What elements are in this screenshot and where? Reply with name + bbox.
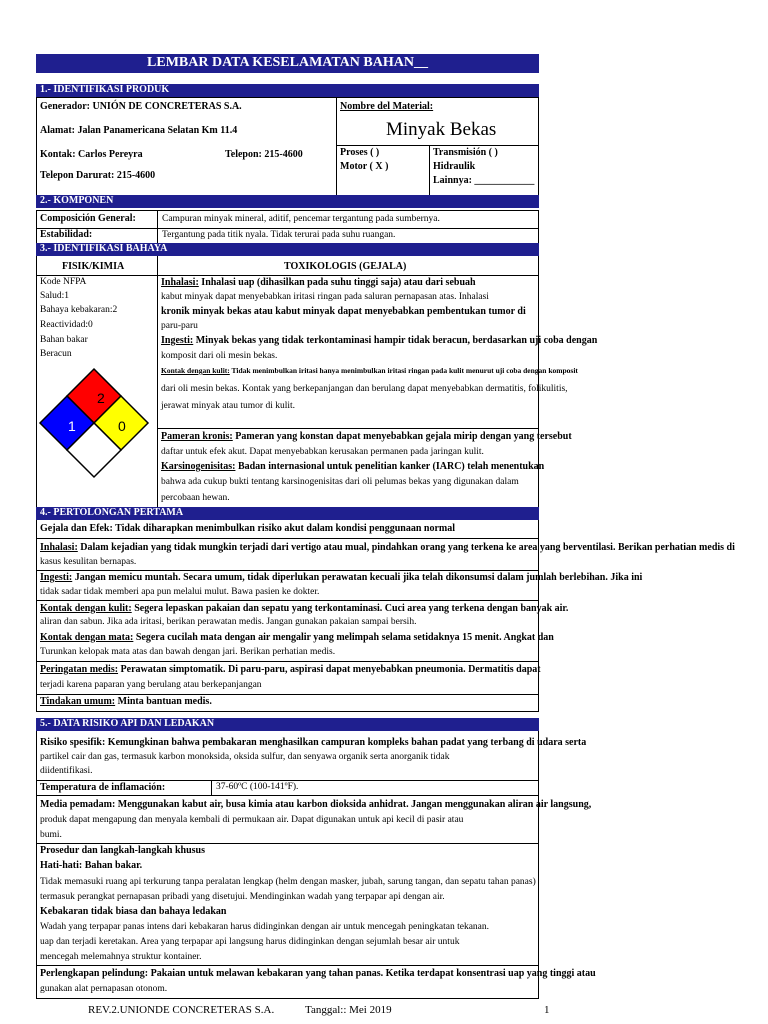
first-aid-ingestion-line-2: tidak sadar tidak memberi apa pun melalui mulut. Bawa pasien ke dokter.: [40, 587, 320, 597]
specific-risk-line-3: diidentifikasi.: [40, 766, 93, 776]
tox-skin-line-3: jerawat minyak atau tumor di kulit.: [161, 401, 296, 411]
page-number: 1: [544, 1004, 550, 1016]
flash-point-label: Temperatura de inflamación:: [40, 782, 166, 793]
section-3-title: 3.- IDENTIFIKASI BAHAYA: [40, 243, 168, 254]
transmision-option: Transmisión ( ): [433, 147, 498, 158]
tox-inhalation-line-4: paru-paru: [161, 321, 198, 331]
nfpa-fire: Bahaya kebakaran:2: [40, 305, 118, 315]
generator-field: Generador: UNIÓN DE CONCRETERAS S.A.: [40, 101, 242, 112]
nfpa-toxic: Beracun: [40, 349, 72, 359]
tox-skin-line-1: Kontak dengan kulit: Tidak menimbulkan iritasi hanya menimbulkan iritasi ringan pada kulit menurut uji coba dengan komposit: [161, 366, 578, 375]
emergency-phone-field: Telepon Darurat: 215-4600: [40, 170, 156, 181]
first-aid-eyes-line-1: Kontak dengan mata: Segera cucilah mata dengan air mengalir yang melimpah selama setidaknya 15 menit. Angkat dan: [40, 632, 554, 643]
protective-equipment-line-2: gunakan alat pernapasan otonom.: [40, 984, 168, 994]
tox-ingestion-line-1: Ingesti: Minyak bekas yang tidak terkontaminasi hampir tidak beracun, berdasarkan uji coba dengan: [161, 335, 598, 346]
extinguishing-media-line-1: Media pemadam: Menggunakan kabut air, busa kimia atau karbon dioksida anhidrat. Jangan menggunakan aliran air langsung,: [40, 799, 592, 810]
specific-risk-line-1: Risiko spesifik: Kemungkinan bahwa pembakaran menghasilkan campuran kompleks bahan padat yang terbang di udara serta: [40, 737, 587, 748]
phone-field: Telepon: 215-4600: [225, 149, 303, 160]
procedures-caution: Hati-hati: Bahan bakar.: [40, 860, 143, 871]
first-aid-inhalation-line-1: Inhalasi: Dalam kejadian yang tidak mungkin terjadi dari vertigo atau mual, pindahkan orang yang terkena ke area yang berventilasi. Berikan perhatian medis di: [40, 542, 735, 553]
stability-label: Estabilidad:: [40, 229, 93, 240]
motor-option: Motor ( X ): [340, 161, 389, 172]
composition-value: Campuran minyak mineral, aditif, pencemar tergantung pada sumbernya.: [162, 214, 440, 224]
extinguishing-media-line-3: bumi.: [40, 830, 62, 840]
hidraulik-option: Hidraulik: [433, 161, 476, 172]
first-aid-skin-line-1: Kontak dengan kulit: Segera lepaskan pakaian dan sepatu yang terkontaminasi. Cuci area yang terkena dengan banyak air.: [40, 603, 569, 614]
specific-risk-line-2: partikel cair dan gas, termasuk karbon monoksida, oksida sulfur, dan senyawa organik serta anorganik tidak: [40, 752, 450, 762]
section-4-title: 4.- PERTOLONGAN PERTAMA: [40, 507, 184, 518]
tox-inhalation-line-2: kabut minyak dapat menyebabkan iritasi ringan pada saluran pernapasan atas. Inhalasi: [161, 292, 489, 302]
nfpa-red-value: 2: [97, 390, 105, 406]
tox-carcinogenicity-line-1: Karsinogenisitas: Badan internasional untuk penelitian kanker (IARC) telah menentukan: [161, 461, 545, 472]
contact-field: Kontak: Carlos Pereyra: [40, 149, 143, 160]
toxicological-header: TOXIKOLOGIS (GEJALA): [284, 261, 407, 272]
lainnya-option: Lainnya: ____________: [433, 175, 535, 186]
procedures-line-1: Tidak memasuki ruang api terkurung tanpa peralatan lengkap (helm dengan masker, jubah, sarung tangan, dan sepatu tahan panas): [40, 877, 536, 887]
document-title: LEMBAR DATA KESELAMATAN BAHAN__: [147, 55, 428, 70]
nfpa-yellow-value: 0: [118, 418, 126, 434]
unusual-hazards-line-1: Wadah yang terpapar panas intens dari kebakaran harus didinginkan dengan air untuk mencegah peningkatan tekanan.: [40, 922, 489, 932]
nfpa-health: Salud:1: [40, 291, 70, 301]
medical-warning-line-1: Peringatan medis: Perawatan simptomatik. Di paru-paru, aspirasi dapat menyebabkan pneumonia. Dermatitis dapat: [40, 664, 541, 675]
material-name-label: Nombre del Material:: [340, 101, 434, 112]
procedures-line-2: termasuk perangkat pernapasan pribadi yang disetujui. Mendinginkan wadah yang terpapar api dengan air.: [40, 892, 445, 902]
stability-value: Tergantung pada titik nyala. Tidak terurai pada suhu ruangan.: [162, 230, 396, 240]
physical-chemical-header: FISIK/KIMIA: [62, 261, 125, 272]
protective-equipment-line-1: Perlengkapan pelindung: Pakaian untuk melawan kebakaran yang tahan panas. Ketika terdapat konsentrasi uap yang tinggi atau: [40, 968, 596, 979]
nfpa-reactivity: Reactividad:0: [40, 320, 93, 330]
proses-option: Proses ( ): [340, 147, 380, 158]
footer-date: Tanggal:: Mei 2019: [305, 1004, 392, 1016]
procedures-title: Prosedur dan langkah-langkah khusus: [40, 845, 205, 856]
unusual-hazards-line-2: uap dan terjadi keretakan. Area yang terpapar api langsung harus didinginkan dengan sejumlah besar air untuk: [40, 937, 460, 947]
tox-skin-line-2: dari oli mesin bekas. Kontak yang berkepanjangan dan berulang dapat menyebabkan dermatitis, folikulitis,: [161, 384, 568, 394]
first-aid-symptoms: Gejala dan Efek: Tidak diharapkan menimbulkan risiko akut dalam kondisi penggunaan normal: [40, 523, 456, 534]
address-field: Alamat: Jalan Panamericana Selatan Km 11.4: [40, 125, 238, 136]
general-action: Tindakan umum: Minta bantuan medis.: [40, 696, 212, 707]
first-aid-skin-line-2: aliran dan sabun. Jika ada iritasi, berikan perawatan medis. Jangan gunakan pakaian sampai bersih.: [40, 617, 417, 627]
material-name: Minyak Bekas: [386, 119, 497, 140]
unusual-hazards-line-3: mencegah melemahnya struktur kontainer.: [40, 952, 202, 962]
first-aid-eyes-line-2: Turunkan kelopak mata atas dan bawah dengan jari. Berikan perhatian medis.: [40, 647, 336, 657]
nfpa-diamond: [38, 363, 150, 485]
first-aid-ingestion-line-1: Ingesti: Jangan memicu muntah. Secara umum, tidak diperlukan perawatan kecuali jika telah dikonsumsi dalam jumlah berlebihan. Jika ini: [40, 572, 643, 583]
nfpa-blue-value: 1: [68, 418, 76, 434]
section-1-title: 1.- IDENTIFIKASI PRODUK: [40, 84, 170, 95]
composition-label: Composición General:: [40, 213, 136, 224]
tox-chronic-line-1: Pameran kronis: Pameran yang konstan dapat menyebabkan gejala mirip dengan yang tersebut: [161, 431, 572, 442]
first-aid-inhalation-line-2: kasus kesulitan bernapas.: [40, 557, 137, 567]
extinguishing-media-line-2: produk dapat mengapung dan menyala kembali di permukaan air. Dapat digunakan untuk api kecil di pasir atau: [40, 815, 464, 825]
section-5-title: 5.- DATA RISIKO API DAN LEDAKAN: [40, 718, 215, 729]
unusual-hazards-title: Kebakaran tidak biasa dan bahaya ledakan: [40, 906, 227, 917]
tox-carcinogenicity-line-3: percobaan hewan.: [161, 493, 230, 503]
tox-inhalation-line-1: Inhalasi: Inhalasi uap (dihasilkan pada suhu tinggi saja) atau dari sebuah: [161, 277, 476, 288]
medical-warning-line-2: terjadi karena paparan yang berulang atau berkepanjangan: [40, 680, 262, 690]
footer-revision: REV.2.UNIONDE CONCRETERAS S.A.: [88, 1004, 275, 1016]
tox-carcinogenicity-line-2: bahwa ada cukup bukti tentang karsinogenisitas dari oli pelumas bekas yang digunakan dalam: [161, 477, 519, 487]
nfpa-fuel: Bahan bakar: [40, 335, 88, 345]
flash-point-value: 37-60ºC (100-141ºF).: [216, 782, 299, 792]
tox-ingestion-line-2: komposit dari oli mesin bekas.: [161, 351, 278, 361]
tox-inhalation-line-3: kronik minyak bekas atau kabut minyak dapat menyebabkan pembentukan tumor di: [161, 306, 526, 317]
nfpa-code: Kode NFPA: [40, 277, 87, 287]
section-2-title: 2.- KOMPONEN: [40, 195, 114, 206]
tox-chronic-line-2: daftar untuk efek akut. Dapat menyebabkan kerusakan permanen pada jaringan kulit.: [161, 447, 484, 457]
